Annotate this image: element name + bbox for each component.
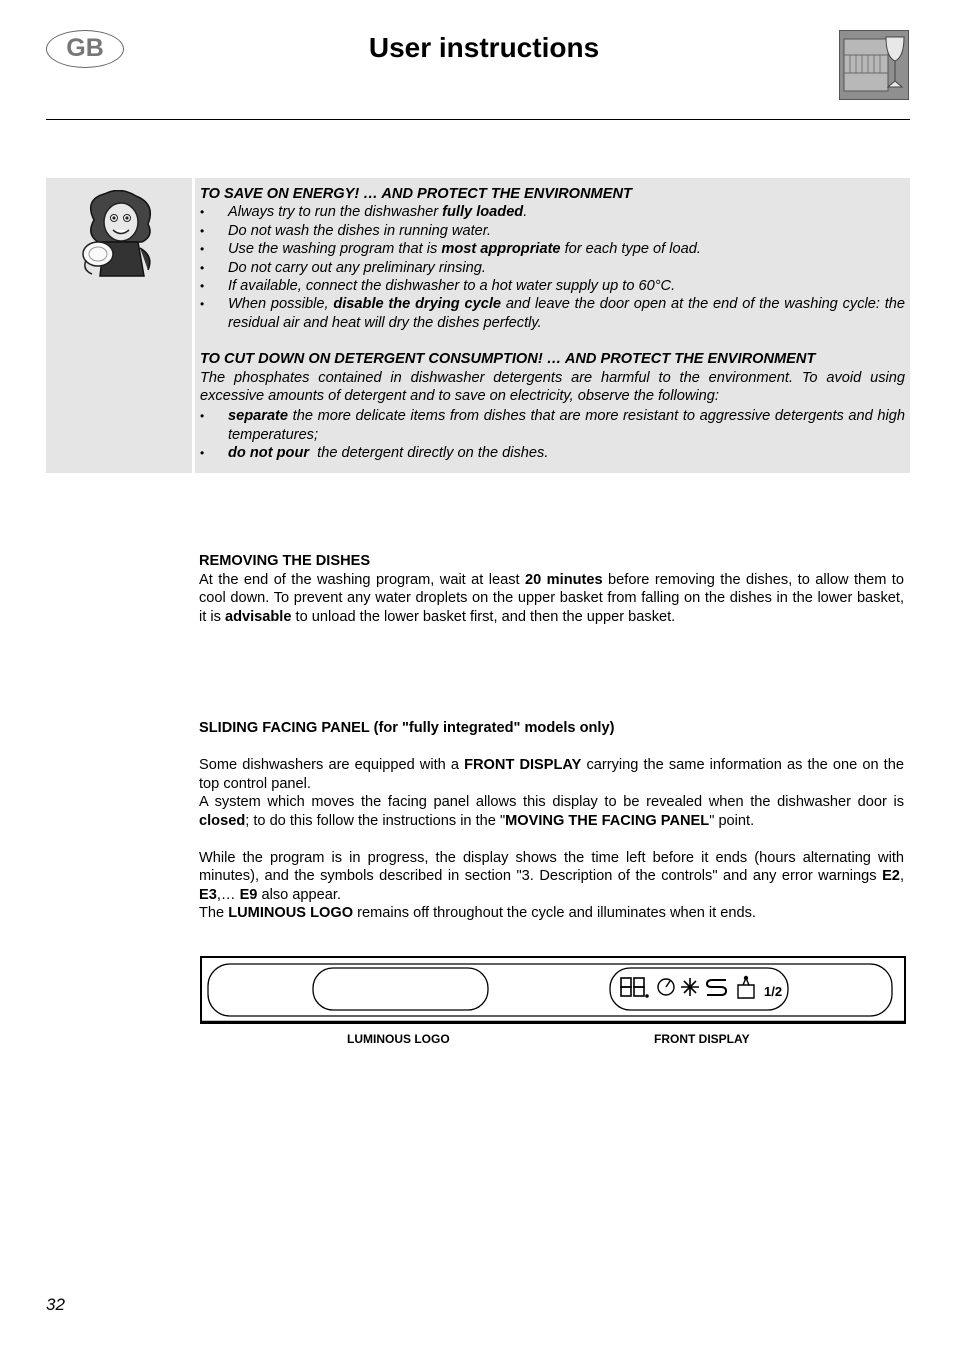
- detergent-intro: The phosphates contained in dishwasher detergents are harmful to the environment. To avoid using excessive amounts of detergent and to save on electricity, observe the following:: [200, 369, 905, 405]
- half-load-label: 1/2: [764, 984, 783, 999]
- facing-panel-figure: [200, 956, 906, 1026]
- section-paragraph: At the end of the washing program, wait at least 20 minutes before removing the dishes, to allow them to cool down. To prevent any water droplets on the upper basket from falling on the dishes in the lower basket, it is advisable to unload the lower basket first, and then the upper basket.: [199, 571, 904, 625]
- language-badge: GB: [46, 30, 124, 68]
- list-item: • Use the washing program that is most appropriate for each type of load.: [200, 240, 905, 258]
- list-item: • separate the more delicate items from dishes that are more resistant to aggressive detergents and high temperatures;: [200, 407, 905, 444]
- tip-content: [200, 185, 905, 463]
- energy-list: [200, 203, 905, 332]
- section-paragraph: Some dishwashers are equipped with a FRONT DISPLAY carrying the same information as the one on the top control panel.: [199, 757, 904, 792]
- removing-dishes-section: [199, 552, 904, 626]
- energy-heading: TO SAVE ON ENERGY! … AND PROTECT THE ENVIRONMENT: [200, 186, 632, 202]
- list-item: • Do not wash the dishes in running water.: [200, 222, 905, 240]
- list-item: • Always try to run the dishwasher fully loaded.: [200, 203, 905, 221]
- detergent-list: [200, 407, 905, 462]
- section-heading: REMOVING THE DISHES: [199, 553, 371, 569]
- section-paragraph: A system which moves the facing panel allows this display to be revealed when the dishwasher door is closed; to do this follow the instructions in the "MOVING THE FACING PANEL" point.: [199, 794, 904, 829]
- caption-front-display: FRONT DISPLAY: [654, 1032, 750, 1046]
- list-item: • When possible, disable the drying cycle and leave the door open at the end of the washing cycle: the residual air and heat will dry the dishes perfectly.: [200, 295, 905, 332]
- section-paragraph: While the program is in progress, the display shows the time left before it ends (hours alternating with minutes), and the symbols described in section "3. Description of the controls" and any error warnings E2, E3,… E9 also appear.: [199, 849, 904, 903]
- header-divider: [46, 119, 910, 120]
- environment-tips-box: [46, 178, 910, 473]
- sliding-panel-section: [199, 719, 904, 923]
- page-title: User instructions: [368, 32, 600, 63]
- tip-illustration-column: [46, 178, 192, 473]
- list-item: • If available, connect the dishwasher to a hot water supply up to 60°C.: [200, 277, 905, 295]
- cartoon-woman-holding-plate-icon: [80, 190, 160, 284]
- detergent-heading: TO CUT DOWN ON DETERGENT CONSUMPTION! … AND PROTECT THE ENVIRONMENT: [200, 351, 816, 368]
- section-heading: SLIDING FACING PANEL (for "fully integrated" models only): [199, 720, 615, 736]
- section-paragraph: The LUMINOUS LOGO remains off throughout the cycle and illuminates when it ends.: [199, 905, 756, 921]
- list-item: • Do not carry out any preliminary rinsing.: [200, 259, 905, 277]
- caption-luminous-logo: LUMINOUS LOGO: [347, 1032, 450, 1046]
- list-item: • do not pour the detergent directly on the dishes.: [200, 444, 905, 462]
- page-number: 32: [46, 1295, 65, 1314]
- dishwasher-glass-icon: [839, 30, 909, 100]
